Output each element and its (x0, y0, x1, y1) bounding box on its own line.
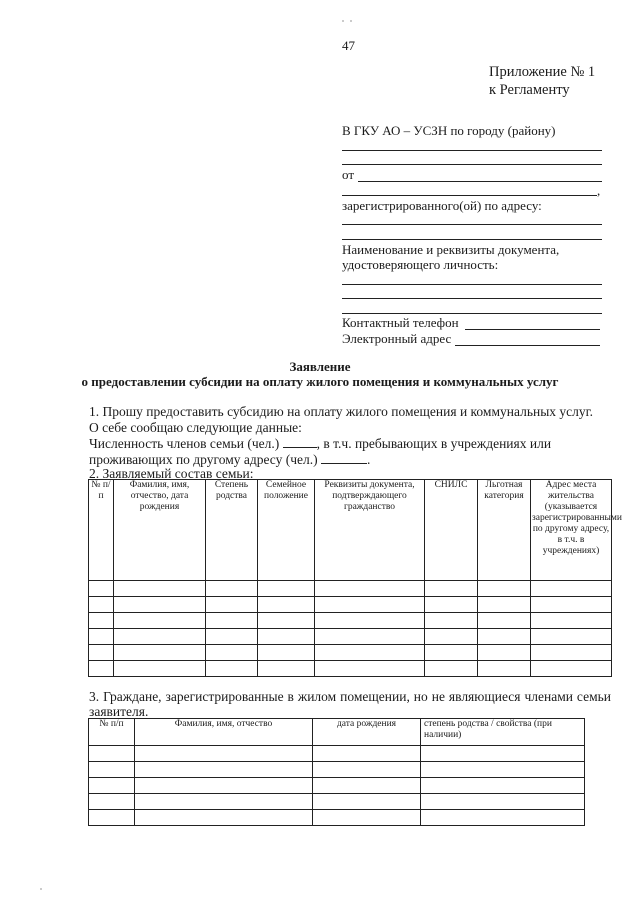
document-title (80, 359, 560, 389)
col-header: Фамилия, имя, отчество (135, 719, 313, 746)
document-line[interactable] (342, 313, 602, 314)
table-row[interactable] (89, 581, 612, 597)
title-line-1: Заявление (289, 359, 351, 374)
col-header: Льготная категория (478, 480, 531, 581)
other-address-label: проживающих по другому адресу (чел.) (89, 452, 318, 467)
address-line[interactable] (342, 224, 602, 225)
table-header-row (89, 719, 585, 746)
paragraph-1: 1. Прошу предоставить субсидию на оплату жилого помещения и коммунальных услуг. (89, 404, 594, 419)
from-input-line[interactable] (358, 181, 602, 182)
phone-input-line[interactable] (465, 329, 600, 330)
scan-speck (342, 20, 344, 22)
family-count-label: Численность членов семьи (чел.) (89, 436, 280, 451)
table-row[interactable] (89, 778, 585, 794)
appendix-block (489, 63, 595, 99)
table-row[interactable] (89, 746, 585, 762)
table-header-row (89, 480, 612, 581)
title-line-2: о предоставлении субсидии на оплату жилого помещения и коммунальных услуг (81, 374, 559, 389)
document-label-2: удостоверяющего личность: (342, 257, 499, 272)
col-header: Семейное положение (258, 480, 315, 581)
address-line[interactable] (342, 239, 602, 240)
col-header: № п/п (89, 480, 114, 581)
table-row[interactable] (89, 597, 612, 613)
addressee: В ГКУ АО – УСЗН по городу (району) (342, 123, 556, 138)
table-row[interactable] (89, 613, 612, 629)
document-line[interactable] (342, 298, 602, 299)
table-row[interactable] (89, 629, 612, 645)
section-2-heading: 2. Заявляемый состав семьи: (89, 466, 254, 481)
family-count-rest: , в т.ч. пребывающих в учреждениях или (316, 436, 552, 451)
col-header: Степень родства (206, 480, 258, 581)
document-line[interactable] (342, 284, 602, 285)
paragraph-2: О себе сообщаю следующие данные: (89, 420, 302, 435)
col-header: Адрес места жительства (указывается зарегистрированными по другому адресу, в т.ч. в учреждениях) (531, 480, 612, 581)
appendix-line-1: Приложение № 1 (489, 64, 596, 80)
blank-line[interactable] (342, 164, 602, 165)
family-count-input[interactable] (283, 436, 317, 448)
section-3-heading (89, 689, 611, 719)
other-address-input[interactable] (321, 452, 367, 464)
col-header: № п/п (89, 719, 135, 746)
page-number: 47 (342, 38, 355, 53)
registered-label: зарегистрированного(ой) по адресу: (342, 198, 542, 213)
col-header: дата рождения (313, 719, 421, 746)
scan-speck (350, 20, 352, 22)
phone-label: Контактный телефон (342, 315, 459, 330)
blank-line[interactable] (342, 195, 597, 196)
table-row[interactable] (89, 762, 585, 778)
email-label: Электронный адрес (342, 331, 452, 346)
col-header: степень родства / свойства (при наличии) (421, 719, 585, 746)
document-label-1: Наименование и реквизиты документа, (342, 242, 560, 257)
comma: , (597, 183, 601, 198)
section-3-line-2: заявителя. (89, 704, 149, 719)
table-row[interactable] (89, 794, 585, 810)
from-label: от (342, 167, 355, 182)
appendix-line-2: к Регламенту (489, 82, 570, 98)
table-row[interactable] (89, 661, 612, 677)
section-3-line-1: 3. Граждане, зарегистрированные в жилом помещении, но не являющиеся членами семьи (89, 689, 611, 704)
col-header: Реквизиты документа, подтверждающего гражданство (315, 480, 425, 581)
scan-speck (40, 888, 42, 890)
table-row[interactable] (89, 810, 585, 826)
registered-table (88, 718, 585, 826)
col-header: Фамилия, имя, отчество, дата рождения (114, 480, 206, 581)
family-count-line (89, 436, 551, 452)
table-row[interactable] (89, 645, 612, 661)
col-header: СНИЛС (425, 480, 478, 581)
period: . (367, 452, 371, 467)
family-table (88, 479, 622, 677)
email-input-line[interactable] (455, 345, 600, 346)
blank-line[interactable] (342, 150, 602, 151)
